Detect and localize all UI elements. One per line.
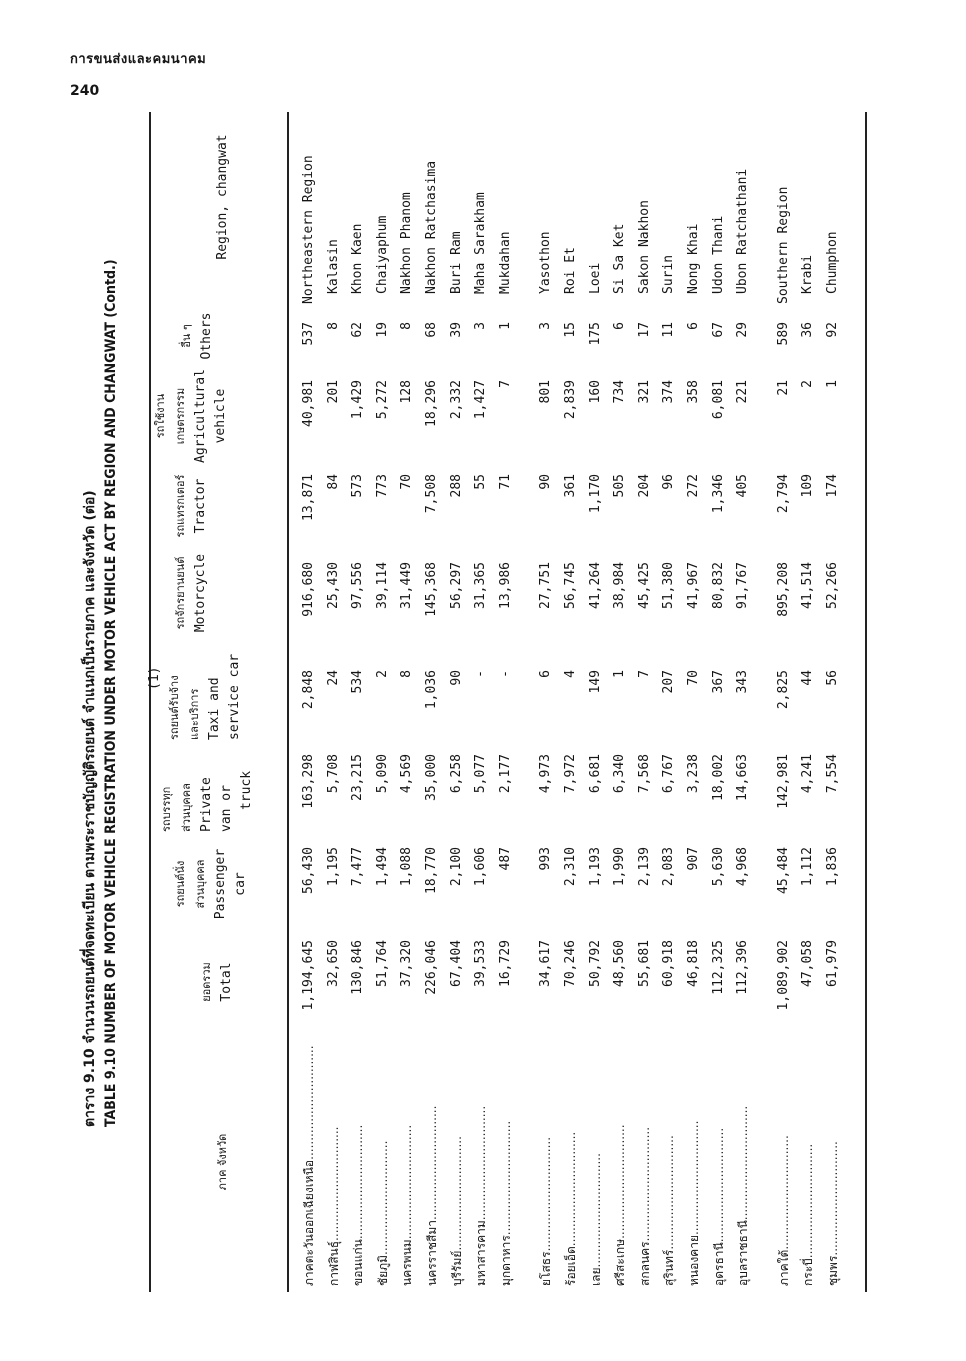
- leader-dots: ..............................: [539, 1136, 554, 1252]
- leader-dots: ..............................: [449, 1136, 464, 1251]
- cell-total: 1,089,902: [775, 940, 791, 1011]
- cell-changwat-en: Udon Thani: [710, 215, 726, 294]
- cell-passenger: 2,310: [562, 847, 578, 887]
- cell-private-van: 6,258: [448, 754, 464, 794]
- cell-motorcycle: 31,365: [473, 562, 489, 609]
- table-body: [297, 82, 845, 1302]
- cell-tractor: 13,871: [301, 474, 316, 521]
- cell-total: 47,058: [800, 940, 816, 987]
- cell-others: 537: [301, 322, 316, 346]
- changwat-th-label: อุบลราชธานี: [736, 1220, 751, 1286]
- cell-agricultural: 2,332: [448, 380, 464, 420]
- leader-dots: ..............................: [686, 1120, 701, 1236]
- cell-others: 67: [710, 322, 726, 338]
- cell-motorcycle: 38,984: [612, 562, 628, 609]
- cell-private-van: 4,569: [399, 754, 415, 794]
- row-spacer: [518, 82, 534, 1302]
- cell-total: 112,396: [735, 940, 751, 995]
- cell-private-van: 18,002: [710, 754, 726, 801]
- section-title: การขนส่งและคมนาคม: [70, 52, 207, 67]
- cell-total: 226,046: [423, 940, 439, 995]
- rotated-table-page: [75, 82, 865, 1302]
- cell-tractor: 96: [661, 474, 677, 490]
- cell-private-van: 5,708: [325, 754, 341, 794]
- cell-private-van: 35,000: [423, 754, 439, 801]
- header-private-van: รถบรรทุก ส่วนบุคคล Private van or truck: [160, 770, 254, 832]
- cell-changwat-en: Chaiyaphum: [374, 215, 390, 294]
- cell-others: 15: [562, 322, 578, 338]
- cell-changwat-en: Southern Region: [775, 186, 791, 304]
- cell-changwat-th: [346, 1031, 371, 1286]
- table-header: [147, 82, 282, 1302]
- changwat-th-label: ยโสธร: [539, 1251, 554, 1286]
- cell-private-van: 5,077: [473, 754, 489, 794]
- cell-others: 68: [423, 322, 439, 338]
- cell-passenger: 4,968: [735, 847, 751, 887]
- cell-motorcycle: 41,264: [587, 562, 603, 609]
- cell-others: 62: [350, 322, 366, 338]
- cell-passenger: 1,606: [473, 847, 489, 887]
- changwat-th-label: มุกดาหาร: [498, 1235, 513, 1286]
- table-row: [796, 82, 821, 1302]
- cell-total: 130,846: [350, 940, 366, 995]
- title-english: TABLE 9.10 NUMBER OF MOTOR VEHICLE REGISTRATION UNDER MOTOR VEHICLE ACT BY REGION AND CHANGWAT (Contd.): [103, 259, 119, 1127]
- header-region-en: Region, changwat: [215, 134, 230, 260]
- cell-private-van: 6,767: [661, 754, 677, 794]
- cell-passenger: 2,100: [448, 847, 464, 887]
- cell-private-van: 5,090: [374, 754, 390, 794]
- cell-changwat-th: [371, 1031, 396, 1286]
- cell-tractor: 84: [325, 474, 341, 490]
- table-title: [75, 82, 135, 1302]
- cell-total: 48,560: [612, 940, 628, 987]
- cell-motorcycle: 13,986: [497, 562, 513, 609]
- header-tractor: รถแทรกเตอร์ Tractor: [174, 474, 208, 538]
- cell-tractor: 70: [399, 474, 415, 490]
- cell-motorcycle: 80,832: [710, 562, 726, 609]
- cell-changwat-th: [297, 1031, 322, 1286]
- cell-motorcycle: 97,556: [350, 562, 366, 609]
- cell-changwat-en: Nakhon Phanom: [399, 192, 415, 294]
- cell-tractor: 55: [473, 474, 489, 490]
- cell-changwat-th: [707, 1031, 732, 1286]
- cell-others: 1: [497, 322, 513, 330]
- cell-motorcycle: 916,680: [301, 562, 316, 617]
- cell-agricultural: 1: [824, 380, 840, 388]
- cell-others: 17: [636, 322, 652, 338]
- cell-passenger: 1,990: [612, 847, 628, 887]
- cell-others: 8: [325, 322, 341, 330]
- leader-dots: ..............................: [801, 1143, 816, 1259]
- leader-dots: ..............................: [375, 1140, 390, 1255]
- cell-motorcycle: 145,368: [423, 562, 439, 617]
- cell-changwat-th: [633, 1031, 658, 1286]
- cell-private-van: 7,554: [824, 754, 840, 794]
- cell-agricultural: 128: [399, 380, 415, 404]
- cell-agricultural: 734: [612, 380, 628, 404]
- changwat-th-label: มหาสารคาม: [474, 1220, 489, 1286]
- cell-passenger: 1,494: [374, 847, 390, 887]
- cell-changwat-th: [608, 1031, 633, 1286]
- cell-taxi: 24: [325, 670, 341, 686]
- table-row: [584, 82, 609, 1302]
- cell-passenger: 1,088: [399, 847, 415, 887]
- leader-dots: ..............................: [825, 1141, 840, 1256]
- cell-motorcycle: 56,745: [562, 562, 578, 609]
- row-spacer: [756, 82, 772, 1302]
- changwat-th-label: เลย: [588, 1267, 603, 1286]
- cell-changwat-th: [821, 1031, 846, 1286]
- leader-dots: ..............................: [588, 1153, 603, 1268]
- cell-passenger: 7,477: [350, 847, 366, 887]
- leader-dots: ..............................: [498, 1120, 513, 1236]
- table-row: [821, 82, 846, 1302]
- cell-passenger: 1,195: [325, 847, 341, 887]
- cell-agricultural: 358: [685, 380, 701, 404]
- cell-others: 39: [448, 322, 464, 338]
- cell-taxi: 534: [350, 670, 366, 694]
- cell-changwat-en: Nakhon Ratchasima: [423, 160, 439, 294]
- cell-changwat-th: [445, 1031, 470, 1286]
- cell-tractor: 90: [538, 474, 554, 490]
- cell-motorcycle: 27,751: [538, 562, 554, 609]
- header-total: ยอดรวม Total: [200, 962, 234, 1002]
- cell-passenger: 1,836: [824, 847, 840, 887]
- cell-motorcycle: 25,430: [325, 562, 341, 609]
- leader-dots: ..............................: [711, 1127, 726, 1243]
- table-row: [633, 82, 658, 1302]
- cell-changwat-en: Buri Ram: [448, 231, 464, 294]
- cell-taxi: -: [497, 670, 513, 678]
- cell-agricultural: 2,839: [562, 380, 578, 420]
- cell-total: 55,681: [636, 940, 652, 987]
- cell-taxi: 70: [685, 670, 701, 686]
- cell-passenger: 487: [497, 847, 513, 871]
- cell-motorcycle: 39,114: [374, 562, 390, 609]
- cell-tractor: 405: [735, 474, 751, 498]
- cell-others: 6: [685, 322, 701, 330]
- cell-total: 34,617: [538, 940, 554, 987]
- cell-private-van: 4,973: [538, 754, 554, 794]
- cell-taxi: 56: [824, 670, 840, 686]
- table-row: [608, 82, 633, 1302]
- cell-agricultural: 201: [325, 380, 341, 404]
- cell-tractor: 288: [448, 474, 464, 498]
- cell-changwat-th: [682, 1031, 707, 1286]
- cell-taxi: 2,825: [775, 670, 791, 710]
- cell-agricultural: 40,981: [301, 380, 316, 427]
- page-number: 240: [70, 83, 100, 99]
- cell-taxi: 90: [448, 670, 464, 686]
- cell-agricultural: 18,296: [423, 380, 439, 427]
- changwat-th-label: ชุมพร: [825, 1255, 840, 1286]
- cell-tractor: 109: [800, 474, 816, 498]
- cell-agricultural: 374: [661, 380, 677, 404]
- cell-motorcycle: 895,208: [775, 562, 791, 617]
- cell-changwat-th: [469, 1031, 494, 1286]
- leader-dots: ..............................: [474, 1105, 489, 1221]
- cell-tractor: 505: [612, 474, 628, 498]
- cell-passenger: 1,193: [587, 847, 603, 887]
- changwat-th-label: สุรินทร์: [662, 1249, 677, 1286]
- table-row: [371, 82, 396, 1302]
- table-row: [420, 82, 445, 1302]
- changwat-th-label: อุดรธานี: [711, 1242, 726, 1286]
- cell-taxi: 1,036: [423, 670, 439, 710]
- cell-private-van: 142,981: [775, 754, 791, 809]
- cell-tractor: 7,508: [423, 474, 439, 514]
- table-row: [445, 82, 470, 1302]
- table-row: [469, 82, 494, 1302]
- cell-changwat-en: Yasothon: [538, 231, 554, 294]
- cell-private-van: 23,215: [350, 754, 366, 801]
- cell-passenger: 45,484: [775, 847, 791, 894]
- cell-others: 8: [399, 322, 415, 330]
- cell-agricultural: 2: [800, 380, 816, 388]
- cell-agricultural: 221: [735, 380, 751, 404]
- cell-private-van: 7,568: [636, 754, 652, 794]
- header-taxi: (1) รถยนต์รับจ้าง และบริการ Taxi and service car: [147, 653, 242, 740]
- cell-changwat-th: [420, 1031, 445, 1286]
- cell-motorcycle: 45,425: [636, 562, 652, 609]
- leader-dots: ..............................: [563, 1131, 578, 1247]
- changwat-th-label: กาฬสินธุ์: [326, 1240, 341, 1286]
- cell-total: 37,320: [399, 940, 415, 987]
- cell-taxi: 343: [735, 670, 751, 694]
- cell-others: 3: [538, 322, 554, 330]
- cell-passenger: 2,083: [661, 847, 677, 887]
- leader-dots: ..............................: [637, 1126, 652, 1242]
- cell-taxi: 8: [399, 670, 415, 678]
- leader-dots: ..............................: [400, 1124, 415, 1240]
- cell-agricultural: 6,081: [710, 380, 726, 420]
- table-row: [707, 82, 732, 1302]
- cell-changwat-en: Maha Sarakham: [473, 192, 489, 294]
- cell-changwat-en: Krabi: [800, 254, 816, 294]
- table-bottom-rule: [865, 112, 867, 1292]
- cell-others: 6: [612, 322, 628, 330]
- cell-changwat-en: Nong Khai: [685, 223, 701, 294]
- changwat-th-label: นครราชสีมา: [424, 1220, 439, 1286]
- changwat-th-label: นครพนม: [400, 1239, 415, 1286]
- cell-passenger: 5,630: [710, 847, 726, 887]
- cell-total: 51,764: [374, 940, 390, 987]
- leader-dots: ..............................: [424, 1105, 439, 1221]
- cell-total: 61,979: [824, 940, 840, 987]
- cell-taxi: 149: [587, 670, 603, 694]
- table-row: [682, 82, 707, 1302]
- changwat-th-label: สกลนคร: [637, 1241, 652, 1286]
- cell-motorcycle: 41,967: [685, 562, 701, 609]
- cell-taxi: 367: [710, 670, 726, 694]
- changwat-th-label: บุรีรัมย์: [449, 1250, 464, 1286]
- changwat-th-label: ชัยภูมิ: [375, 1255, 390, 1286]
- cell-changwat-th: [731, 1031, 756, 1286]
- cell-tractor: 773: [374, 474, 390, 498]
- cell-taxi: 6: [538, 670, 554, 678]
- cell-changwat-th: [395, 1031, 420, 1286]
- cell-others: 3: [473, 322, 489, 330]
- cell-total: 1,194,645: [301, 940, 316, 1011]
- cell-total: 112,325: [710, 940, 726, 995]
- cell-changwat-en: Khon Kaen: [350, 223, 366, 294]
- cell-changwat-en: Si Sa Ket: [612, 223, 628, 294]
- cell-changwat-th: [534, 1031, 559, 1286]
- cell-private-van: 14,663: [735, 754, 751, 801]
- cell-changwat-th: [494, 1031, 519, 1286]
- leader-dots: ..............................: [776, 1135, 791, 1250]
- cell-taxi: 2,848: [301, 670, 316, 710]
- cell-passenger: 993: [538, 847, 554, 871]
- cell-others: 29: [735, 322, 751, 338]
- cell-total: 50,792: [587, 940, 603, 987]
- header-region-th: ภาค จังหวัด: [216, 1133, 229, 1191]
- cell-agricultural: 7: [497, 380, 513, 388]
- cell-passenger: 18,770: [423, 847, 439, 894]
- cell-changwat-en: Ubon Ratchathani: [735, 168, 751, 294]
- cell-passenger: 56,430: [301, 847, 316, 894]
- region-total-row: [772, 82, 797, 1302]
- table-row: [534, 82, 559, 1302]
- cell-tractor: 573: [350, 474, 366, 498]
- cell-changwat-th: [796, 1031, 821, 1286]
- cell-others: 19: [374, 322, 390, 338]
- cell-private-van: 2,177: [497, 754, 513, 794]
- header-passenger: รถยนต์นั่ง ส่วนบุคคล Passenger car: [174, 848, 248, 920]
- cell-private-van: 4,241: [800, 754, 816, 794]
- cell-motorcycle: 91,767: [735, 562, 751, 609]
- cell-taxi: 4: [562, 670, 578, 678]
- cell-total: 60,918: [661, 940, 677, 987]
- cell-changwat-en: Loei: [587, 262, 603, 294]
- header-others: อื่น ๆ Others: [180, 312, 214, 360]
- cell-motorcycle: 52,266: [824, 562, 840, 609]
- cell-others: 175: [587, 322, 603, 346]
- cell-taxi: 207: [661, 670, 677, 694]
- changwat-th-label: ภาคใต้: [776, 1249, 791, 1286]
- cell-motorcycle: 31,449: [399, 562, 415, 609]
- table-row: [395, 82, 420, 1302]
- cell-changwat-en: Chumphon: [824, 231, 840, 294]
- cell-agricultural: 1,427: [473, 380, 489, 420]
- cell-agricultural: 5,272: [374, 380, 390, 420]
- cell-taxi: 1: [612, 670, 628, 678]
- changwat-th-label: หนองคาย: [686, 1235, 701, 1286]
- cell-agricultural: 801: [538, 380, 554, 404]
- cell-changwat-th: [772, 1031, 797, 1286]
- cell-total: 67,404: [448, 940, 464, 987]
- cell-agricultural: 21: [775, 380, 791, 396]
- title-thai: ตาราง 9.10 จำนวนรถยนต์ที่จดทะเบียน ตามพระราชบัญญัติรถยนต์ จำแนกเป็นรายภาค และจังหวัด (ต่อ): [82, 490, 98, 1127]
- cell-private-van: 6,340: [612, 754, 628, 794]
- cell-tractor: 272: [685, 474, 701, 498]
- cell-agricultural: 160: [587, 380, 603, 404]
- leader-dots: ..............................: [662, 1135, 677, 1250]
- cell-total: 46,818: [685, 940, 701, 987]
- cell-private-van: 6,681: [587, 754, 603, 794]
- cell-total: 39,533: [473, 940, 489, 987]
- table-row: [731, 82, 756, 1302]
- cell-others: 92: [824, 322, 840, 338]
- cell-passenger: 907: [685, 847, 701, 871]
- table-row: [322, 82, 347, 1302]
- cell-tractor: 1,346: [710, 474, 726, 514]
- cell-taxi: 44: [800, 670, 816, 686]
- cell-taxi: 2: [374, 670, 390, 678]
- cell-changwat-th: [657, 1031, 682, 1286]
- cell-agricultural: 321: [636, 380, 652, 404]
- cell-total: 70,246: [562, 940, 578, 987]
- cell-private-van: 7,972: [562, 754, 578, 794]
- changwat-th-label: ขอนแก่น: [351, 1239, 366, 1286]
- changwat-th-label: ร้อยเอ็ด: [563, 1246, 578, 1286]
- cell-passenger: 1,112: [800, 847, 816, 887]
- region-total-row: [297, 82, 322, 1302]
- leader-dots: ..............................: [326, 1126, 341, 1241]
- cell-private-van: 163,298: [301, 754, 316, 809]
- leader-dots: ..............................: [351, 1124, 366, 1240]
- cell-total: 32,650: [325, 940, 341, 987]
- cell-changwat-en: Mukdahan: [497, 231, 513, 294]
- changwat-th-label: ศรีสะเกษ: [613, 1238, 628, 1286]
- table-row: [657, 82, 682, 1302]
- cell-tractor: 361: [562, 474, 578, 498]
- header-agricultural: รถใช้งาน เกษตรกรรม Agricultural vehicle: [154, 369, 228, 463]
- cell-tractor: 71: [497, 474, 513, 490]
- cell-changwat-en: Roi Et: [562, 247, 578, 294]
- cell-tractor: 204: [636, 474, 652, 498]
- cell-tractor: 2,794: [775, 474, 791, 514]
- table-row: [494, 82, 519, 1302]
- cell-tractor: 174: [824, 474, 840, 498]
- cell-others: 36: [800, 322, 816, 338]
- header-bottom-rule: [287, 112, 289, 1292]
- cell-changwat-th: [584, 1031, 609, 1286]
- cell-changwat-th: [322, 1031, 347, 1286]
- table-row: [559, 82, 584, 1302]
- cell-changwat-th: [559, 1031, 584, 1286]
- cell-total: 16,729: [497, 940, 513, 987]
- header-motorcycle: รถจักรยานยนต์ Motorcycle: [174, 553, 208, 633]
- cell-taxi: 7: [636, 670, 652, 678]
- cell-others: 11: [661, 322, 677, 338]
- cell-changwat-en: Kalasin: [325, 239, 341, 294]
- cell-changwat-en: Surin: [661, 254, 677, 294]
- cell-passenger: 2,139: [636, 847, 652, 887]
- cell-motorcycle: 41,514: [800, 562, 816, 609]
- cell-agricultural: 1,429: [350, 380, 366, 420]
- leader-dots: ..............................: [736, 1105, 751, 1221]
- cell-changwat-en: Sakon Nakhon: [636, 200, 652, 294]
- changwat-th-label: ภาคตะวันออกเฉียงเหนือ: [302, 1159, 316, 1286]
- cell-others: 589: [775, 322, 791, 346]
- cell-motorcycle: 56,297: [448, 562, 464, 609]
- cell-private-van: 3,238: [685, 754, 701, 794]
- leader-dots: ..............................: [613, 1124, 628, 1239]
- cell-changwat-en: Northeastern Region: [301, 155, 316, 304]
- cell-motorcycle: 51,380: [661, 562, 677, 609]
- changwat-th-label: กระบี่: [801, 1258, 816, 1286]
- cell-tractor: 1,170: [587, 474, 603, 514]
- leader-dots: ..............................: [302, 1045, 316, 1160]
- table-row: [346, 82, 371, 1302]
- cell-taxi: -: [473, 670, 489, 678]
